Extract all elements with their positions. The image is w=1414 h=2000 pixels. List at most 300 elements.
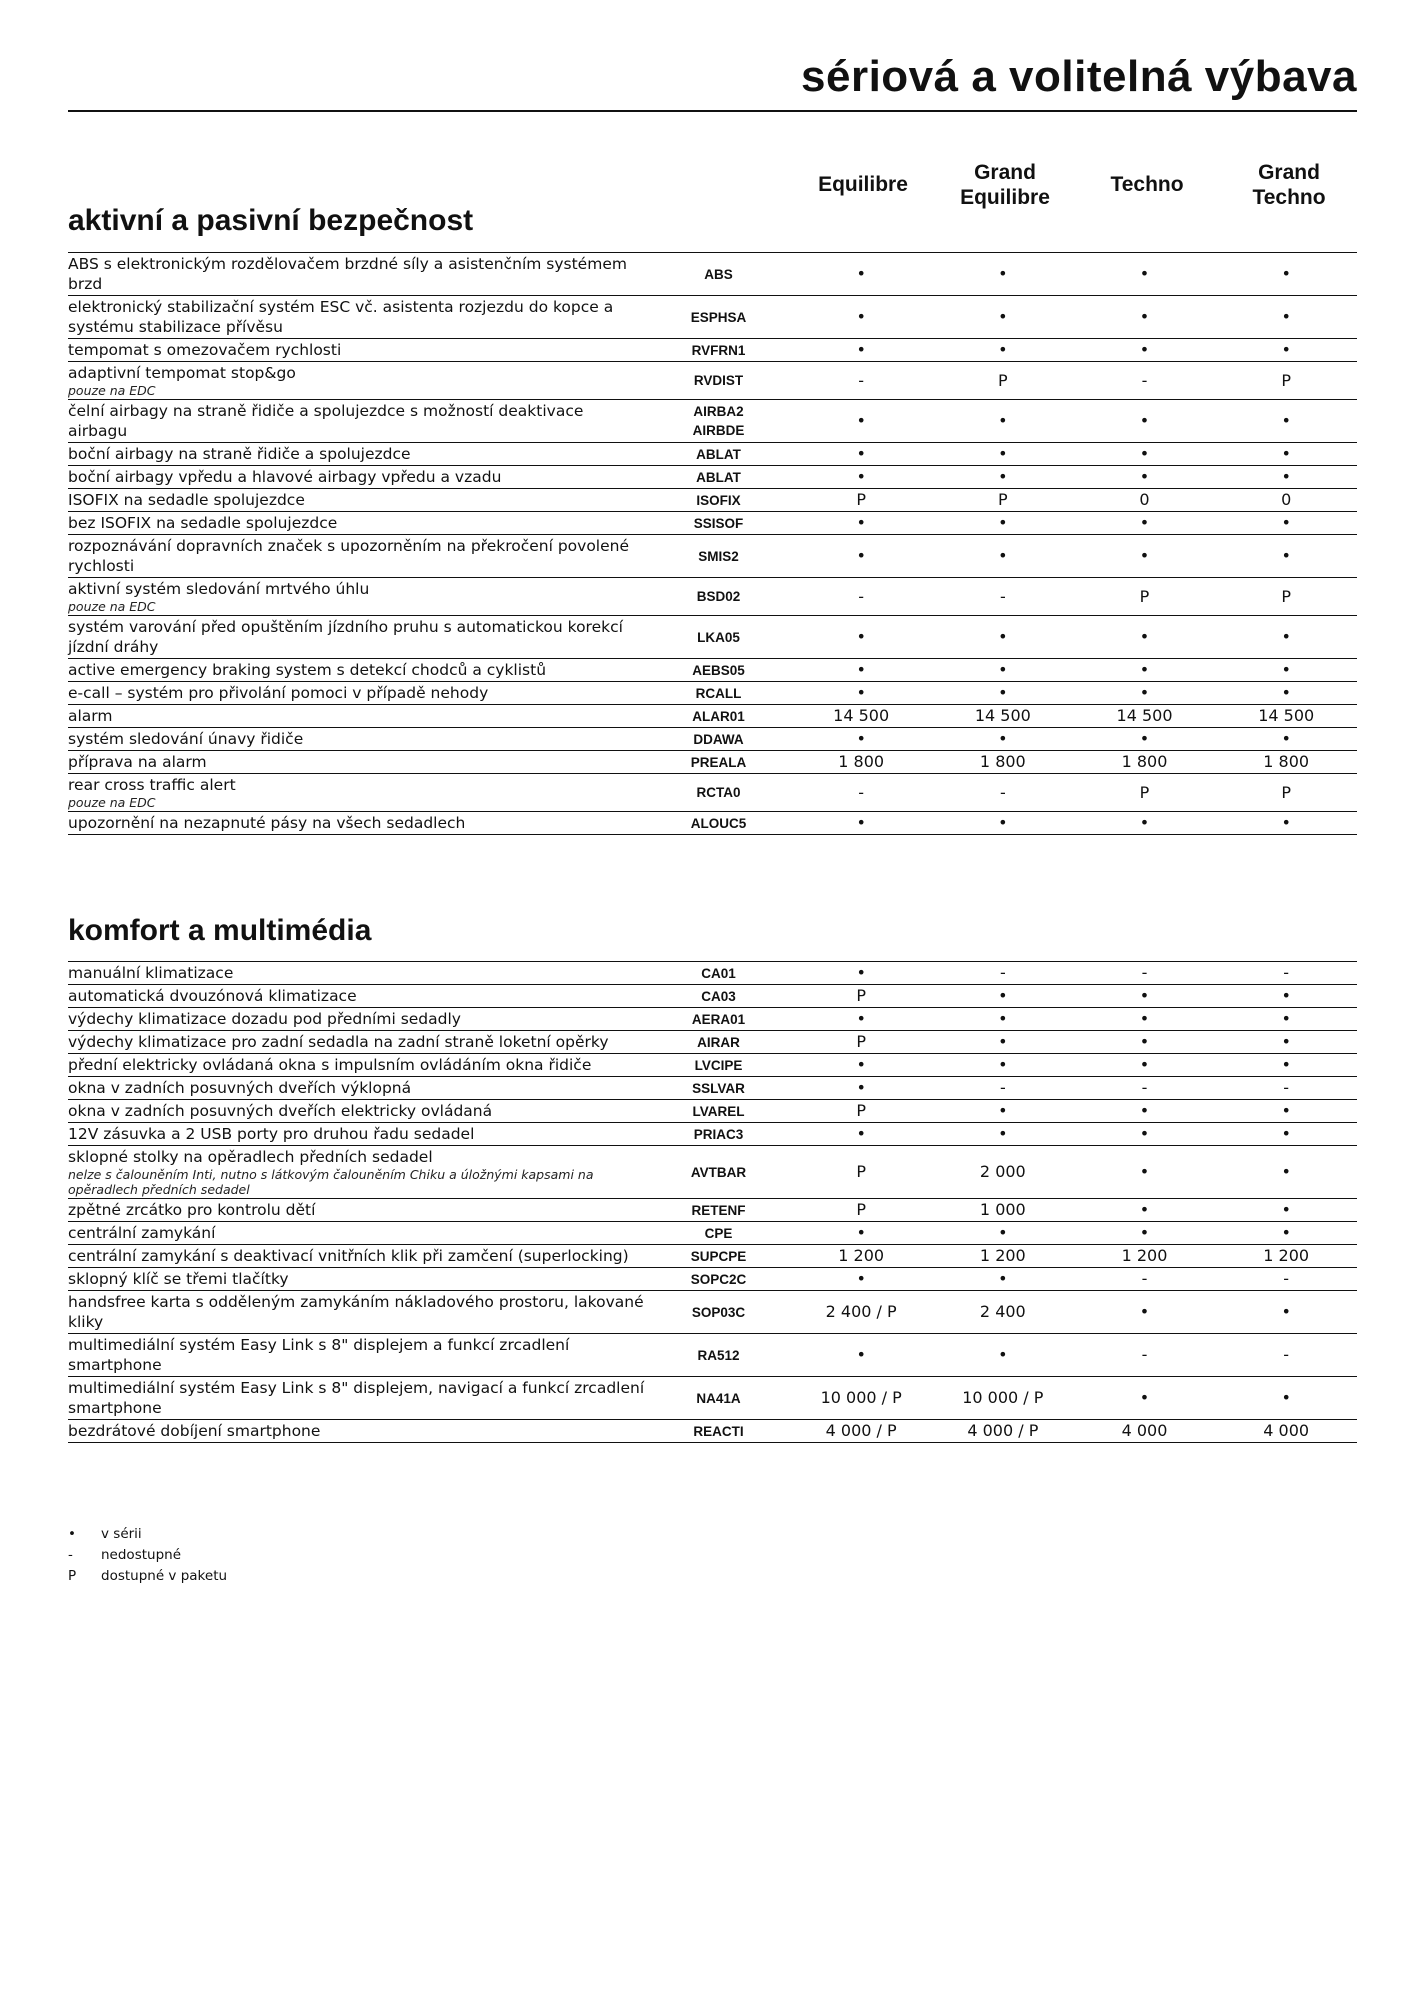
table-row [68,962,1357,985]
table-row [68,659,1357,682]
option-code: ABLAT [696,469,741,485]
availability-value: 14 500 [974,706,1031,725]
availability-value: • [998,813,1008,832]
option-code-cell [647,684,791,703]
availability-value: P [1139,586,1150,606]
option-code-cell [647,265,791,284]
availability-value: • [998,546,1008,565]
availability-value: • [1281,444,1291,463]
equipment-name-cell [68,467,647,487]
availability-value: • [1139,1101,1150,1120]
availability-value: 1 200 [1121,1246,1168,1265]
availability-value: • [856,729,866,748]
equipment-name-cell [68,401,647,441]
option-code-cell [647,1125,791,1144]
equipment-label: boční airbagy vpředu a hlavové airbagy vpředu a vzadu [68,468,502,486]
equipment-label: systém sledování únavy řidiče [68,730,304,748]
availability-value: • [1139,264,1150,283]
column-header-line: Techno [1252,186,1326,209]
option-code: LVAREL [692,1103,745,1119]
equipment-note: pouze na EDC [68,795,156,810]
availability-value: • [856,1124,866,1143]
column-header-techno [1076,172,1218,197]
availability-value: • [998,467,1008,486]
table-row [68,1199,1357,1222]
availability-value: • [998,1345,1008,1364]
availability-value: • [1281,1200,1291,1219]
availability-value: • [856,411,866,430]
equipment-label: bez ISOFIX na sedadle spolujezdce [68,514,338,532]
availability-value: • [1139,729,1150,748]
option-code: AIRBDE [692,423,745,438]
table-row [68,443,1357,466]
availability-value: • [1281,340,1291,359]
equipment-label: ABS s elektronickým rozdělovačem brzdné síly a asistenčním systémem brzd [68,255,627,293]
option-code: SUPCPE [690,1248,747,1264]
availability-value: - [1283,1345,1290,1364]
table-row [68,578,1357,616]
option-code-cell [647,491,791,510]
equipment-label: rear cross traffic alert [68,776,236,794]
availability-value: - [1283,1078,1290,1097]
comfort-equipment-table [68,961,1357,1443]
availability-value: • [856,1345,866,1364]
equipment-label: sklopný klíč se třemi tlačítky [68,1270,289,1288]
option-code: SSLVAR [692,1080,745,1096]
availability-value: • [856,813,866,832]
option-code-cell [647,1224,791,1243]
availability-value: • [1139,813,1150,832]
equipment-name-cell [68,813,647,833]
equipment-label: sklopné stolky na opěradlech předních sedadel [68,1148,433,1166]
table-row [68,812,1357,835]
availability-value: - [1283,963,1290,982]
section-title-safety: aktivní a pasivní bezpečnost [68,204,474,237]
availability-value: P [856,1032,866,1051]
option-code: DDAWA [693,731,744,747]
column-header-line: Grand [1258,161,1320,184]
availability-value: • [1281,986,1291,1005]
availability-value: • [1139,467,1150,486]
equipment-name-cell [68,1032,647,1052]
safety-equipment-table [68,252,1357,835]
availability-value: 1 800 [838,752,885,771]
availability-value: 1 800 [979,752,1026,771]
option-code-cell [647,547,791,566]
equipment-label: tempomat s omezovačem rychlosti [68,341,342,359]
availability-value: • [1139,1162,1150,1181]
title-divider [68,110,1357,112]
availability-value: • [856,444,866,463]
option-code-cell [647,707,791,726]
option-code: CPE [704,1225,733,1241]
equipment-name-cell [68,297,647,337]
table-row [68,362,1357,400]
table-row [68,616,1357,659]
option-code: LKA05 [697,629,740,645]
equipment-label: příprava na alarm [68,753,207,771]
option-code: NA41A [696,1390,741,1406]
availability-value: • [1139,683,1150,702]
equipment-name-cell [68,579,647,614]
availability-value: - [1141,1078,1148,1097]
option-code-cell [647,753,791,772]
option-code: RETENF [691,1202,746,1218]
availability-value: 14 500 [833,706,890,725]
column-header-grand-techno [1218,160,1360,210]
availability-value: • [1139,546,1150,565]
availability-value: • [1281,1302,1291,1321]
availability-value: P [1281,370,1291,390]
availability-value: • [856,1223,866,1242]
equipment-name-cell [68,1009,647,1029]
table-row [68,774,1357,812]
availability-value: 1 000 [979,1200,1026,1219]
equipment-name-cell [68,1292,647,1332]
availability-value: 0 [1281,490,1292,509]
availability-value: - [1141,370,1148,390]
option-code: AERA01 [691,1011,746,1027]
availability-value: 1 200 [979,1246,1026,1265]
availability-value: P [1281,586,1291,606]
equipment-name-cell [68,254,647,294]
availability-value: • [998,1009,1008,1028]
equipment-note: nelze s čalouněním Inti, nutno s látkovým čalouněním Chiku a úložnými kapsami na opěradlech předních sedadel [68,1167,594,1197]
legend-text: dostupné v paketu [101,1568,228,1584]
equipment-label: e-call – systém pro přivolání pomoci v případě nehody [68,684,489,702]
table-row [68,1077,1357,1100]
availability-value: • [856,1078,866,1097]
option-code-cell [647,1270,791,1289]
availability-value: • [998,1223,1008,1242]
equipment-note: pouze na EDC [68,599,156,614]
equipment-label: multimediální systém Easy Link s 8" displejem, navigací a funkcí zrcadlení smartphone [68,1379,645,1417]
page-title: sériová a volitelná výbava [801,52,1357,101]
table-row [68,466,1357,489]
table-row [68,1291,1357,1334]
equipment-name-cell [68,1335,647,1375]
table-row [68,1377,1357,1420]
availability-value: • [998,660,1008,679]
availability-value: 10 000 / P [820,1388,902,1407]
availability-value: • [1139,307,1150,326]
availability-value: - [1141,963,1148,982]
legend-symbol: P [68,1568,77,1584]
equipment-label: manuální klimatizace [68,964,234,982]
availability-value: • [1281,1162,1291,1181]
option-code: BSD02 [696,589,741,604]
option-code: CA03 [701,988,736,1004]
table-row [68,1100,1357,1123]
option-code: SSISOF [693,515,744,531]
availability-value: • [998,307,1008,326]
availability-value: P [1139,782,1150,802]
availability-value: 14 500 [1116,706,1173,725]
equipment-label: zpětné zrcátko pro kontrolu dětí [68,1201,316,1219]
availability-value: • [998,627,1008,646]
option-code-cell [647,1346,791,1365]
option-code-cell [647,783,791,802]
option-code-cell [647,341,791,360]
option-code: RCALL [695,685,742,701]
table-row [68,1245,1357,1268]
equipment-label: multimediální systém Easy Link s 8" displejem a funkcí zrcadlení smartphone [68,1336,570,1374]
equipment-name-cell [68,706,647,726]
equipment-name-cell [68,1055,647,1075]
equipment-name-cell [68,513,647,533]
availability-value: • [1139,411,1150,430]
availability-value: - [1283,1269,1290,1288]
table-row [68,751,1357,774]
equipment-label: adaptivní tempomat stop&go [68,364,296,382]
option-code: AIRBA2 [693,404,744,419]
option-code-cell [647,814,791,833]
equipment-label: systém varování před opuštěním jízdního pruhu s automatickou korekcí jízdní dráhy [68,618,623,656]
equipment-label: 12V zásuvka a 2 USB porty pro druhou řadu sedadel [68,1125,475,1143]
equipment-name-cell [68,1223,647,1243]
availability-value: - [1141,1269,1148,1288]
option-code: AIRAR [697,1034,740,1050]
availability-value: - [858,782,865,802]
availability-value: • [1281,467,1291,486]
availability-value: 2 000 [979,1162,1026,1181]
equipment-name-cell [68,775,647,810]
equipment-label: upozornění na nezapnuté pásy na všech sedadlech [68,814,466,832]
equipment-name-cell [68,752,647,772]
option-code: AVTBAR [690,1164,747,1180]
option-code: REACTI [693,1423,744,1439]
option-code-cell [647,1201,791,1220]
table-row [68,985,1357,1008]
availability-value: • [998,683,1008,702]
availability-value: - [999,1078,1006,1097]
availability-value: • [856,307,866,326]
legend-item [68,1524,227,1545]
table-row [68,1031,1357,1054]
option-code-cell [647,514,791,533]
table-row [68,728,1357,751]
equipment-name-cell [68,1378,647,1418]
option-code: RVFRN1 [691,342,746,358]
option-code: SMIS2 [698,548,739,564]
equipment-name-cell [68,1421,647,1441]
option-code-cell [647,468,791,487]
equipment-label: alarm [68,707,113,725]
legend-text: v sérii [101,1526,142,1542]
availability-value: • [856,1269,866,1288]
availability-value: P [856,1101,866,1120]
table-row [68,535,1357,578]
legend-item [68,1545,227,1566]
option-code-cell [647,1102,791,1121]
availability-value: • [856,1055,866,1074]
option-code: ISOFIX [696,492,741,508]
availability-value: 4 000 [1121,1421,1168,1440]
availability-value: 2 400 / P [825,1302,897,1321]
legend-item [68,1566,227,1587]
option-code: PRIAC3 [693,1126,744,1142]
equipment-label: bezdrátové dobíjení smartphone [68,1422,321,1440]
option-code: RVDIST [693,373,744,388]
availability-value: • [998,264,1008,283]
availability-value: • [1139,627,1150,646]
table-row [68,339,1357,362]
equipment-label: přední elektricky ovládaná okna s impulsním ovládáním okna řidiče [68,1056,592,1074]
option-code-cell [647,1010,791,1029]
equipment-label: elektronický stabilizační systém ESC vč. asistenta rozjezdu do kopce a systému stabilizace přívěsu [68,298,614,336]
availability-value: • [1139,513,1150,532]
equipment-name-cell [68,729,647,749]
availability-value: - [999,782,1006,802]
option-code: ALAR01 [692,708,745,724]
option-code-cell [647,308,791,327]
table-row [68,400,1357,443]
availability-value: • [856,683,866,702]
availability-value: • [1281,411,1291,430]
option-code: PREALA [690,754,747,770]
equipment-name-cell [68,363,647,398]
availability-value: • [1281,660,1291,679]
availability-value: • [998,1032,1008,1051]
availability-value: • [1281,1055,1291,1074]
availability-value: • [1139,660,1150,679]
availability-value: • [1139,340,1150,359]
availability-value: • [1281,729,1291,748]
equipment-name-cell [68,490,647,510]
availability-value: • [998,986,1008,1005]
availability-value: P [1281,782,1291,802]
column-header-equilibre [792,172,934,197]
availability-value: • [1281,1032,1291,1051]
option-code-cell [647,730,791,749]
availability-value: 10 000 / P [962,1388,1044,1407]
option-code: RCTA0 [696,785,741,800]
equipment-label: výdechy klimatizace dozadu pod předními sedadly [68,1010,461,1028]
option-code-cell [647,1247,791,1266]
availability-value: P [856,1200,866,1219]
option-code-cell [647,1079,791,1098]
legend-symbol: - [68,1547,73,1563]
availability-value: • [998,444,1008,463]
availability-value: 4 000 [1263,1421,1310,1440]
option-code-cell [647,964,791,983]
table-row [68,1420,1357,1443]
option-code-cell [647,1422,791,1441]
equipment-name-cell [68,617,647,657]
equipment-label: čelní airbagy na straně řidiče a spolujezdce s možností deaktivace airbagu [68,402,584,440]
availability-value: • [856,627,866,646]
option-code-cell [647,661,791,680]
availability-value: • [1281,683,1291,702]
option-code-cell [647,987,791,1006]
equipment-label: okna v zadních posuvných dveřích výklopná [68,1079,412,1097]
section-title-comfort: komfort a multimédia [68,914,372,947]
equipment-label: výdechy klimatizace pro zadní sedadla na zadní straně loketní opěrky [68,1033,609,1051]
column-header-grand-equilibre [934,160,1076,210]
availability-value: • [856,513,866,532]
availability-value: • [1281,1101,1291,1120]
availability-value: • [1139,1124,1150,1143]
availability-value: • [1281,513,1291,532]
availability-value: 1 800 [1263,752,1310,771]
availability-value: - [999,586,1006,606]
equipment-label: rozpoznávání dopravních značek s upozorněním na překročení povolené rychlosti [68,537,630,575]
availability-value: P [998,370,1008,390]
equipment-label: handsfree karta s odděleným zamykáním nákladového prostoru, lakované kliky [68,1293,644,1331]
availability-value: • [998,729,1008,748]
table-row [68,705,1357,728]
availability-value: • [998,1101,1008,1120]
availability-value: • [1139,1200,1150,1219]
availability-value: - [1141,1345,1148,1364]
option-code-cell [647,1163,791,1182]
availability-value: • [1139,1009,1150,1028]
equipment-name-cell [68,1200,647,1220]
legend-symbol: • [68,1526,76,1542]
availability-value: • [1281,813,1291,832]
availability-value: 0 [1139,490,1150,509]
availability-value: 4 000 / P [825,1421,897,1440]
equipment-name-cell [68,660,647,680]
availability-value: 4 000 / P [967,1421,1039,1440]
availability-value: 1 800 [1121,752,1168,771]
equipment-name-cell [68,1124,647,1144]
availability-value: • [1281,264,1291,283]
table-row [68,1123,1357,1146]
availability-value: - [858,586,865,606]
option-code: ALOUC5 [690,815,747,831]
availability-value: 2 400 [979,1302,1026,1321]
option-code-cell [647,445,791,464]
option-code-cell [647,1033,791,1052]
table-row [68,1268,1357,1291]
equipment-name-cell [68,1246,647,1266]
equipment-label: automatická dvouzónová klimatizace [68,987,357,1005]
availability-value: P [856,1162,866,1181]
table-row [68,1146,1357,1199]
option-code: LVCIPE [694,1057,743,1073]
column-header-line: Equilibre [818,173,908,196]
availability-value: • [998,1055,1008,1074]
availability-value: • [856,660,866,679]
equipment-name-cell [68,1101,647,1121]
equipment-name-cell [68,986,647,1006]
availability-value: • [1281,627,1291,646]
equipment-label: boční airbagy na straně řidiče a spolujezdce [68,445,411,463]
equipment-label: okna v zadních posuvných dveřích elektricky ovládaná [68,1102,493,1120]
availability-value: • [1139,986,1150,1005]
table-row [68,489,1357,512]
availability-value: • [856,963,866,982]
column-header-line: Techno [1110,173,1184,196]
availability-value: • [1139,1388,1150,1407]
option-code: SOPC2C [690,1271,747,1287]
table-row [68,1334,1357,1377]
option-code-cell [647,402,791,440]
option-code-cell [647,1056,791,1075]
availability-value: • [1281,1223,1291,1242]
legend-text: nedostupné [101,1547,182,1563]
availability-value: • [856,264,866,283]
option-code-cell [647,587,791,606]
table-row [68,682,1357,705]
availability-value: • [856,1009,866,1028]
availability-value: • [1281,1124,1291,1143]
availability-value: • [1281,1388,1291,1407]
equipment-name-cell [68,963,647,983]
equipment-note: pouze na EDC [68,383,156,398]
legend [68,1524,227,1587]
